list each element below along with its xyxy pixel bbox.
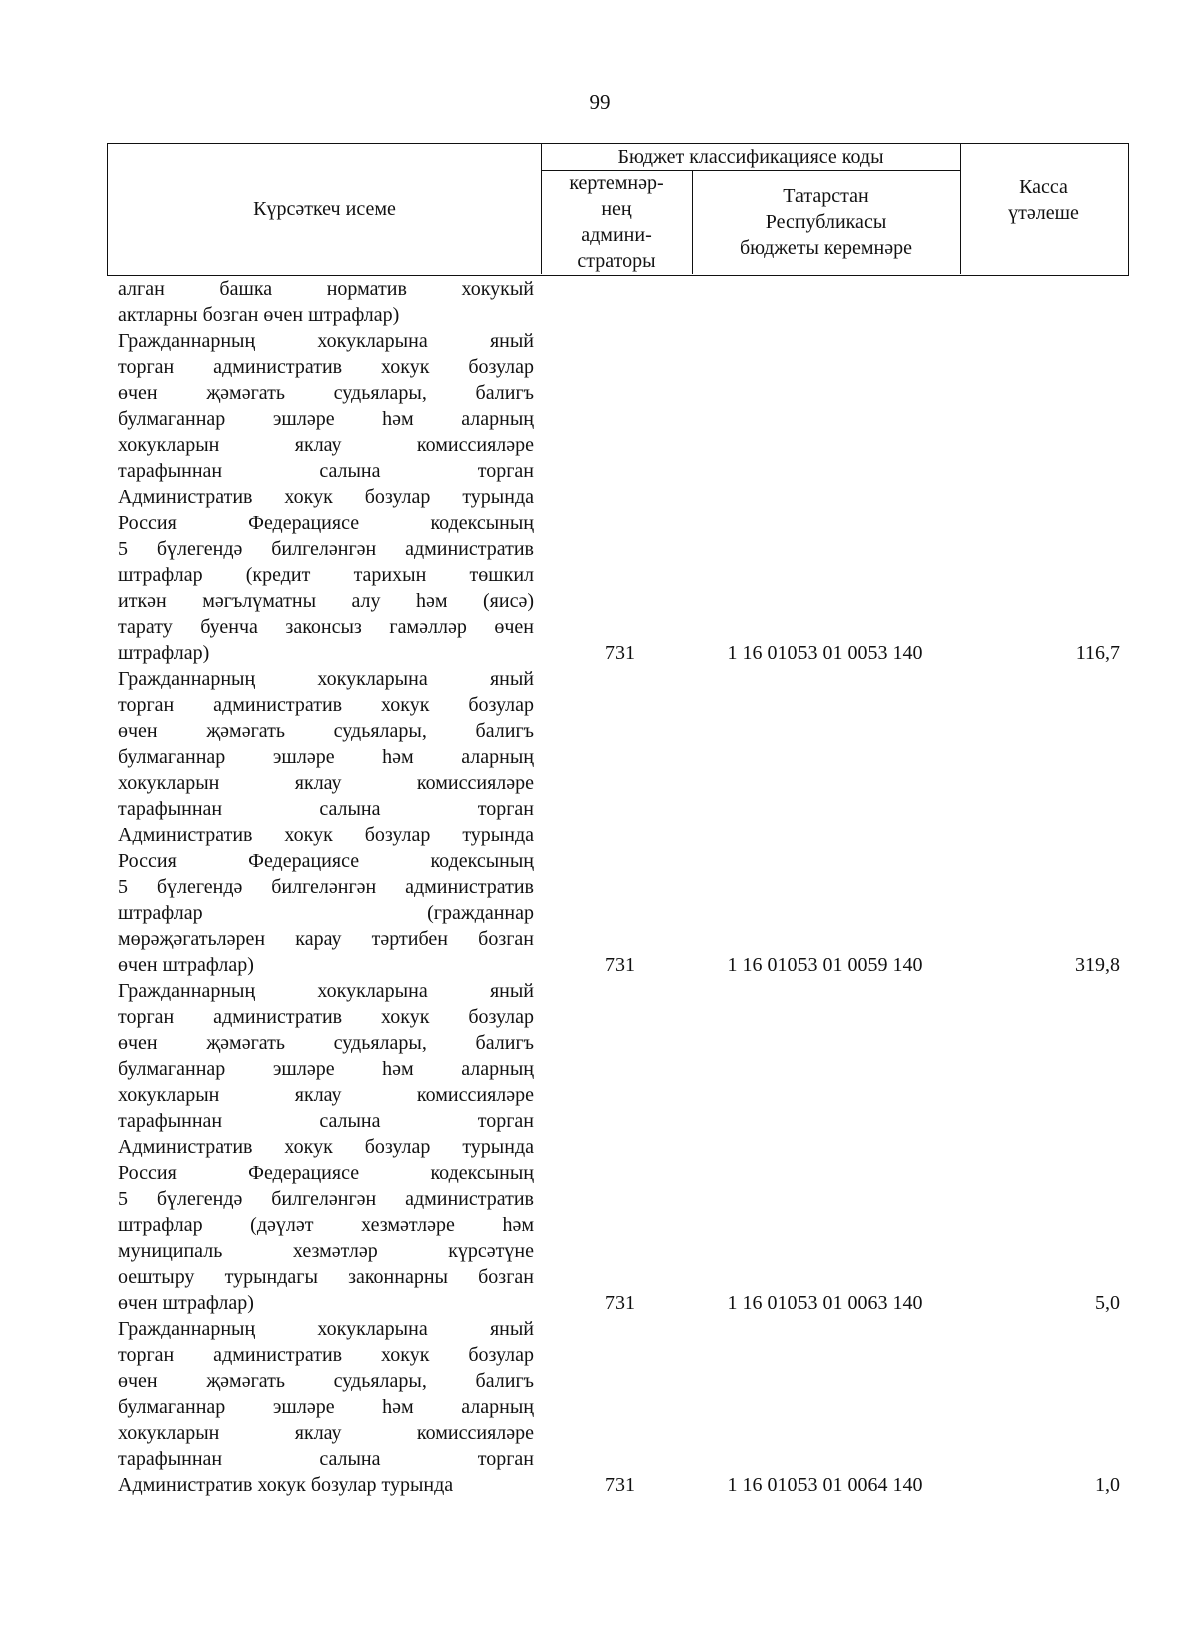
description-line: булмаганнар эшләре һәм аларның [118,746,534,768]
description-line: тарафыннан салына торган [118,1448,534,1470]
description-line: тарафыннан салына торган [118,460,534,482]
description-line: штрафлар (кредит тарихын төшкил [118,564,534,586]
header-cash-execution: Касса үтәлеше [1008,176,1079,224]
table-row [0,666,1200,978]
description-line: Гражданнарның хокукларына яный [118,668,534,690]
table-row [0,978,1200,1316]
row-description [118,666,534,978]
row-description [118,328,534,666]
header-budget-codes-title: Бюджет классификациясе коды [617,146,884,168]
description-line: Административ хокук бозулар турында [118,1136,534,1158]
row-administrator-code: 731 [605,1292,635,1314]
description-line: Гражданнарның хокукларына яный [118,330,534,352]
row-budget-code: 1 16 01053 01 0064 140 [727,1474,923,1496]
description-line: Гражданнарның хокукларына яный [118,980,534,1002]
row-description [118,1316,534,1498]
row-cash-amount: 1,0 [1095,1474,1120,1496]
description-line: штрафлар (дәүләт хезмәтләре һәм [118,1214,534,1236]
row-cash-amount: 5,0 [1095,1292,1120,1314]
description-line: тарату буенча законсыз гамәлләр өчен [118,616,534,638]
description-line: мөрәҗәгатьләрен карау тәртибен бозган [118,928,534,950]
description-line: торган административ хокук бозулар [118,356,534,378]
description-line: торган административ хокук бозулар [118,1006,534,1028]
description-line: актларны бозган өчен штрафлар) [118,304,400,326]
description-line: өчен штрафлар) [118,1292,254,1314]
description-line: 5 бүлегендә билгеләнгән административ [118,1188,534,1210]
description-line: тарафыннан салына торган [118,798,534,820]
row-administrator-code: 731 [605,954,635,976]
description-line: иткән мәгълүматны алу һәм (яисә) [118,590,534,612]
description-line: булмаганнар эшләре һәм аларның [118,1058,534,1080]
row-cash-amount: 319,8 [1075,954,1120,976]
description-line: өчен җәмәгать судьялары, балигъ [118,382,534,404]
description-line: Россия Федерациясе кодексының [118,850,534,872]
table-row [0,328,1200,666]
description-line: хокукларын яклау комиссияләре [118,434,534,456]
description-line: муниципаль хезмәтләр күрсәтүне [118,1240,534,1262]
page-number: 99 [589,90,611,114]
row-budget-code: 1 16 01053 01 0059 140 [727,954,923,976]
description-line: оештыру турындагы законнарны бозган [118,1266,534,1288]
row-description [118,978,534,1316]
description-line: тарафыннан салына торган [118,1110,534,1132]
description-line: өчен штрафлар) [118,954,254,976]
row-budget-code: 1 16 01053 01 0063 140 [727,1292,923,1314]
description-line: 5 бүлегендә билгеләнгән административ [118,538,534,560]
description-line: 5 бүлегендә билгеләнгән административ [118,876,534,898]
row-description [118,276,534,328]
description-line: Гражданнарның хокукларына яный [118,1318,534,1340]
description-line: хокукларын яклау комиссияләре [118,1084,534,1106]
table-row [0,1316,1200,1498]
header-budget-revenues: Татарстан Республикасы бюджеты керемнәре [740,185,912,259]
description-line: булмаганнар эшләре һәм аларның [118,1396,534,1418]
table-body [0,276,1200,1498]
row-administrator-code: 731 [605,642,635,664]
description-line: торган административ хокук бозулар [118,694,534,716]
description-line: штрафлар (гражданнар [118,902,534,924]
description-line: өчен җәмәгать судьялары, балигъ [118,720,534,742]
description-line: өчен җәмәгать судьялары, балигъ [118,1032,534,1054]
description-line: алган башка норматив хокукый [118,278,534,300]
table-header [107,143,1129,276]
description-line: торган административ хокук бозулар [118,1344,534,1366]
row-administrator-code: 731 [605,1474,635,1496]
description-line: Россия Федерациясе кодексының [118,512,534,534]
description-line: хокукларын яклау комиссияләре [118,1422,534,1444]
description-line: булмаганнар эшләре һәм аларның [118,408,534,430]
description-line: Административ хокук бозулар турында [118,1474,454,1496]
description-line: Административ хокук бозулар турында [118,486,534,508]
row-cash-amount: 116,7 [1075,642,1120,664]
description-line: Россия Федерациясе кодексының [118,1162,534,1184]
description-line: өчен җәмәгать судьялары, балигъ [118,1370,534,1392]
description-line: хокукларын яклау комиссияләре [118,772,534,794]
row-budget-code: 1 16 01053 01 0053 140 [727,642,923,664]
header-indicator-name: Күрсәткеч исеме [253,198,396,220]
table-row [0,276,1200,328]
description-line: Административ хокук бозулар турында [118,824,534,846]
description-line: штрафлар) [118,642,210,664]
header-administrators: кертемнәр- нең админи- страторы [569,172,664,272]
